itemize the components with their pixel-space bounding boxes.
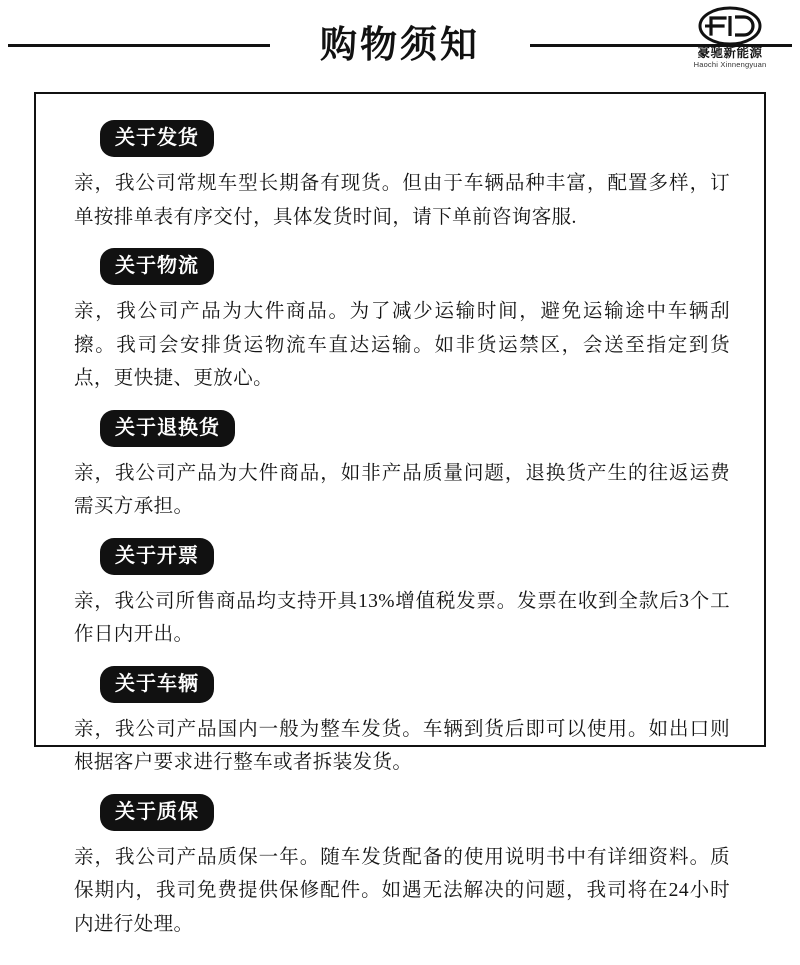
- section-logistics: [64, 248, 736, 396]
- section-tag: 关于车辆: [100, 666, 214, 703]
- logo-english-name: Haochi Xinnengyuan: [693, 59, 767, 69]
- section-invoice: [64, 538, 736, 652]
- section-warranty: [64, 794, 736, 942]
- section-body: 亲，我公司产品为大件商品。为了减少运输时间，避免运输途中车辆刮擦。我司会安排货运物流车直达运输。如非货运禁区，会送至指定到货点，更快捷、更放心。: [74, 301, 730, 390]
- section-body: 亲，我公司常规车型长期备有现货。但由于车辆品种丰富，配置多样，订单按排单表有序交付，具体发货时间，请下单前咨询客服.: [74, 173, 730, 228]
- notice-frame: [34, 92, 766, 935]
- haochi-emblem-icon: [697, 6, 763, 46]
- brand-logo: [676, 6, 784, 69]
- section-vehicle: [64, 666, 736, 780]
- page-title: 购物须知: [298, 26, 502, 63]
- section-body: 亲，我公司所售商品均支持开具13%增值税发票。发票在收到全款后3个工作日内开出。: [74, 590, 730, 646]
- section-body: 亲，我公司产品为大件商品，如非产品质量问题，退换货产生的往返运费需买方承担。: [74, 462, 730, 518]
- section-tag: 关于退换货: [100, 410, 235, 447]
- notice-content: [36, 94, 764, 965]
- section-tag: 关于开票: [100, 538, 214, 575]
- section-body: 亲，我公司产品国内一般为整车发货。车辆到货后即可以使用。如出口则根据客户要求进行整车或者拆装发货。: [74, 718, 730, 774]
- section-shipping: [64, 120, 736, 234]
- section-returns: [64, 410, 736, 524]
- section-body: 亲，我公司产品质保一年。随车发货配备的使用说明书中有详细资料。质保期内，我司免费提供保修配件。如遇无法解决的问题，我司将在24小时内进行处理。: [74, 846, 730, 935]
- section-tag: 关于发货: [100, 120, 214, 157]
- logo-chinese-name: 豪驰新能源: [697, 46, 763, 60]
- section-tag: 关于质保: [100, 794, 214, 831]
- section-tag: 关于物流: [100, 248, 214, 285]
- header-rule-left: [8, 44, 270, 47]
